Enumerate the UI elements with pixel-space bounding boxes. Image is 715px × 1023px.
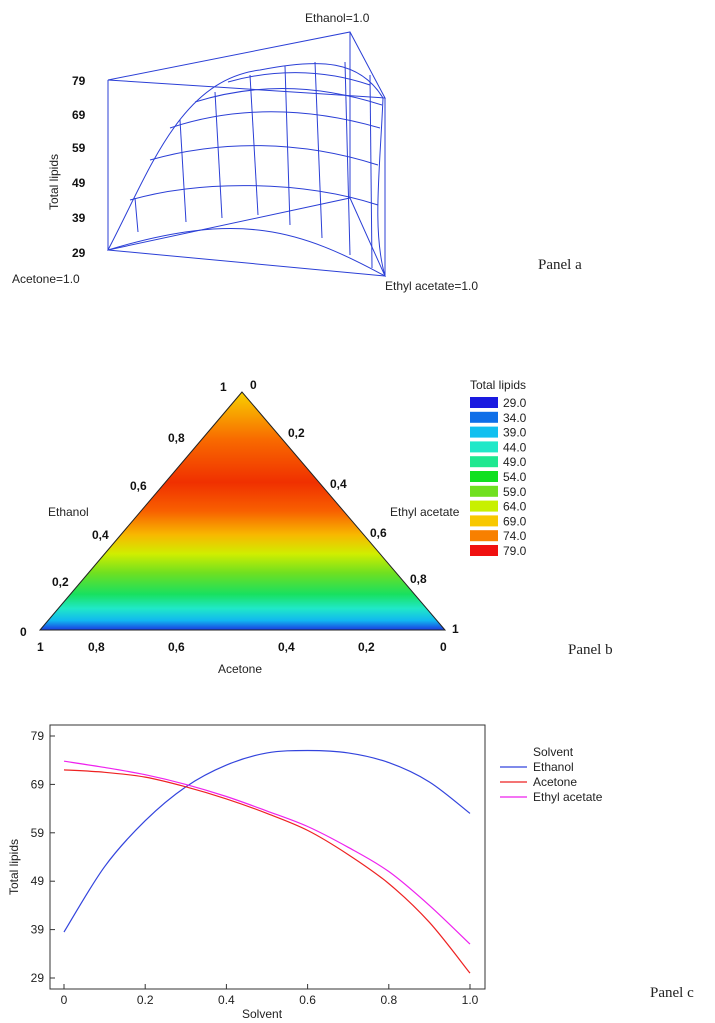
ternary-right-tick: 0,6	[370, 526, 387, 540]
mesh-line	[250, 75, 258, 215]
ternary-left-tick: 0	[20, 625, 27, 639]
ternary-right-tick: 1	[452, 622, 459, 636]
frame-bottom	[108, 198, 385, 276]
ternary-axis-label-left: Ethanol	[48, 505, 89, 519]
y-tick-label: 59	[30, 825, 44, 840]
ternary-left-tick: 0,2	[52, 575, 69, 589]
ternary-triangle	[40, 392, 445, 630]
ternary-right-tick: 0	[250, 378, 257, 392]
legend-swatch	[470, 441, 498, 452]
legend-swatch	[470, 412, 498, 423]
vertex-label-ethyl-acetate: Ethyl acetate=1.0	[385, 279, 479, 293]
ternary-bottom-tick: 1	[37, 640, 44, 654]
surface-z-tick: 49	[72, 176, 86, 190]
legend-swatch	[470, 515, 498, 526]
mesh-line	[228, 73, 370, 85]
surface-z-tick: 59	[72, 141, 86, 155]
mesh-line	[345, 62, 350, 255]
vertex-label-acetone: Acetone=1.0	[12, 272, 80, 286]
y-tick-label: 29	[30, 971, 44, 985]
legend-swatch	[470, 397, 498, 408]
ternary-left-tick: 1	[220, 380, 227, 394]
legend-label: 69.0	[503, 514, 527, 529]
y-tick-label: 79	[30, 729, 44, 743]
panel-label-c: Panel c	[650, 985, 694, 1001]
surface-zlabel: Total lipids	[47, 153, 61, 210]
y-tick-label: 39	[30, 922, 44, 937]
surface-mesh	[108, 62, 385, 276]
legend-swatch	[470, 530, 498, 541]
line-legend	[500, 760, 603, 804]
ternary-left-tick: 0,8	[168, 431, 185, 445]
legend-label: Ethanol	[533, 760, 574, 774]
x-tick-label: 0.4	[218, 993, 235, 1007]
mesh-line	[215, 92, 222, 218]
surface-z-ticks	[72, 74, 86, 260]
legend-label: 39.0	[503, 425, 527, 440]
ternary-right-tick: 0,2	[288, 426, 305, 440]
mesh-line	[150, 146, 378, 165]
ternary-axis-label-bottom: Acetone	[218, 662, 263, 676]
vertex-label-ethanol: Ethanol=1.0	[305, 11, 370, 25]
ternary-bottom-tick: 0,6	[168, 640, 185, 654]
legend-swatch	[470, 545, 498, 556]
ternary-plot-panel-b	[0, 330, 715, 680]
legend-label: 54.0	[503, 470, 527, 484]
mesh-line	[135, 198, 138, 232]
legend-label: 64.0	[503, 499, 527, 514]
mesh-line	[130, 186, 378, 205]
surface-z-tick: 29	[72, 246, 86, 260]
legend-swatch	[470, 501, 498, 512]
panel-label-b: Panel b	[568, 642, 613, 658]
legend-label: 29.0	[503, 396, 527, 410]
legend-label: 44.0	[503, 440, 527, 455]
legend-label: 74.0	[503, 529, 527, 544]
surface-plot-panel-a	[0, 0, 715, 300]
ternary-bottom-tick: 0,8	[88, 640, 105, 654]
ternary-bottom-tick: 0,2	[358, 640, 375, 654]
legend-label: Acetone	[533, 775, 578, 789]
surface-z-tick: 39	[72, 211, 86, 225]
legend-label: 49.0	[503, 455, 527, 470]
legend-swatch	[470, 486, 498, 497]
ternary-bottom-tick: 0	[440, 640, 447, 654]
mesh-line	[370, 75, 372, 268]
line-chart-panel-c	[0, 720, 715, 1023]
mesh-line	[195, 89, 382, 106]
frame-top	[108, 32, 385, 98]
ternary-legend	[470, 396, 527, 558]
line-ylabel: Total lipids	[7, 838, 21, 895]
ternary-bottom-ticks	[37, 640, 447, 654]
ternary-bottom-tick: 0,4	[278, 640, 295, 654]
legend-swatch	[470, 456, 498, 467]
surface-z-tick: 69	[72, 108, 86, 122]
x-tick-label: 0.8	[380, 993, 398, 1007]
surface-frame	[108, 32, 385, 276]
legend-swatch	[470, 427, 498, 438]
mesh-line	[180, 120, 186, 222]
legend-label: 34.0	[503, 410, 527, 425]
ternary-axis-label-right: Ethyl acetate	[390, 505, 460, 519]
legend-label: 79.0	[503, 544, 527, 558]
line-xlabel: Solvent	[242, 1007, 283, 1021]
ternary-right-tick: 0,8	[410, 572, 427, 586]
x-tick-label: 0.2	[136, 993, 154, 1007]
line-plot-area	[50, 725, 485, 989]
mesh-line	[170, 112, 380, 128]
legend-swatch	[470, 471, 498, 482]
y-tick-label: 69	[30, 777, 44, 792]
line-legend-title: Solvent	[533, 745, 574, 759]
x-tick-label: 0	[60, 993, 68, 1007]
y-tick-label: 49	[30, 874, 44, 889]
x-tick-label: 1.0	[461, 993, 479, 1007]
legend-label: Ethyl acetate	[533, 790, 603, 804]
legend-label: 59.0	[503, 484, 527, 499]
panel-label-a: Panel a	[538, 257, 582, 273]
mesh-line	[285, 66, 290, 225]
surface-z-tick: 79	[72, 74, 86, 88]
ternary-legend-title: Total lipids	[470, 378, 527, 392]
ternary-right-tick: 0,4	[330, 477, 347, 491]
ternary-left-tick: 0,4	[92, 528, 109, 542]
x-tick-label: 0.6	[299, 993, 316, 1007]
ternary-left-tick: 0,6	[130, 479, 147, 493]
